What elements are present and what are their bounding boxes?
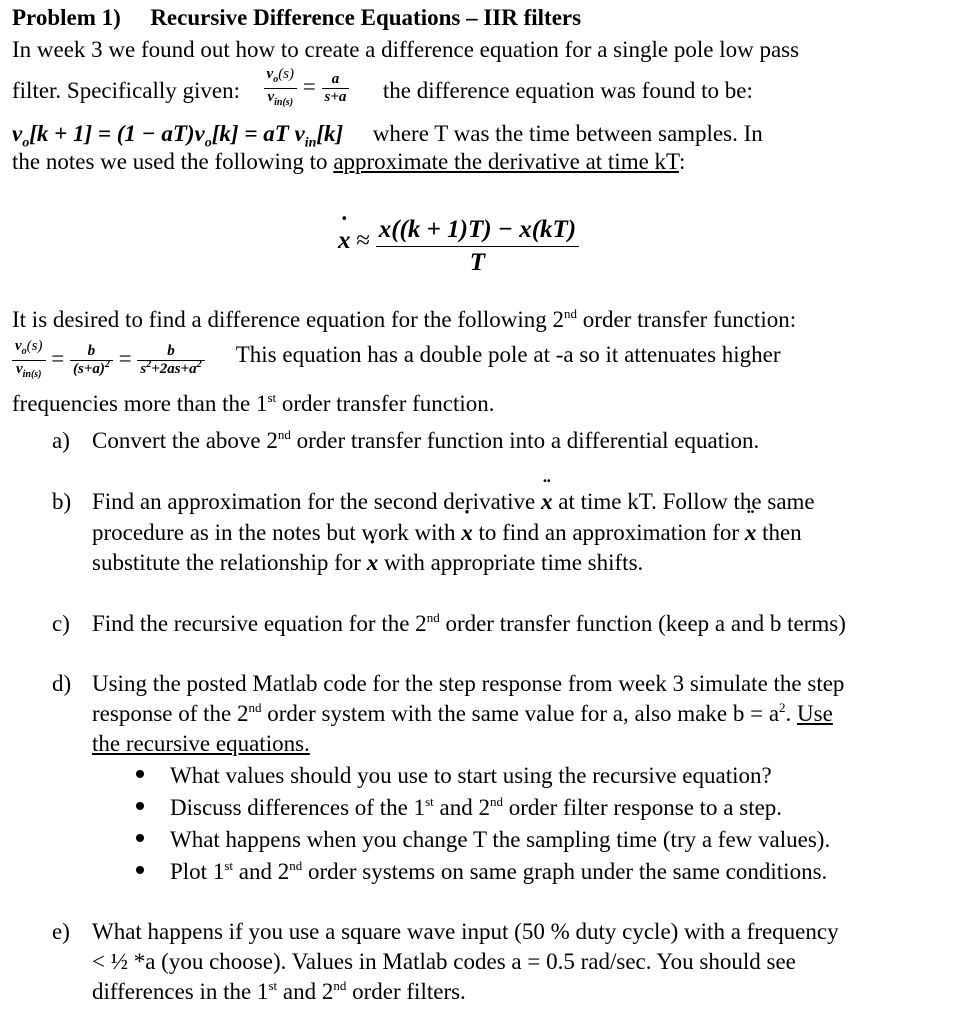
intro-line-1: In week 3 we found out how to create a difference equation for a single pole low pass (12, 37, 800, 62)
part-e-line-1: What happens if you use a square wave input (50 % duty cycle) with a frequency (92, 919, 839, 944)
bullet-dot (136, 866, 144, 874)
derivative-fraction (376, 214, 579, 279)
derivative-numerator: x((k + 1)T) − x(kT) (376, 214, 579, 247)
second-order-tf-line: $\frac{v_o(s)}{v_{in(s)}}$ = $\frac{b}{(s+a)^2}$ = $\frac{b}{s^2+2as+a^2}$ This equation has a double pole at -a so it attenuates higher (12, 338, 781, 386)
part-b-label: b) (52, 489, 72, 514)
part-a-text: Convert the above 2nd order transfer function into a differential equation. (92, 427, 760, 453)
second-order-line-3: frequencies more than the 1st order transfer function. (12, 390, 495, 416)
tf2-mid-fraction: $\frac{b}{(s+a)^2}$ (70, 343, 113, 378)
part-d-line-1: Using the posted Matlab code for the step response from week 3 simulate the step (92, 671, 845, 696)
intro-line-4: the notes we used the following to approximate the derivative at time kT: (12, 149, 686, 174)
part-e-line-2: < ½ *a (you choose). Values in Matlab codes a = 0.5 rad/sec. You should see (92, 949, 796, 974)
bullet-dot (136, 770, 144, 778)
difference-equation: $v_o[k + 1] = (1 - aT)v_o[k]$ = aT $v_{in}[k]$ (12, 121, 344, 151)
part-a (52, 427, 70, 455)
part-b-line-1: Find an approximation for the second derivative ¨ x at time kT. Follow the same (92, 488, 815, 516)
approx-sign: ≈ (356, 226, 370, 254)
intro-line-2-start: filter. Specifically given: (12, 77, 241, 103)
bullet-item-3: What happens when you change T the sampling time (try a few values). (170, 827, 831, 852)
second-order-line-1: It is desired to find a difference equation for the following 2nd order transfer function: (12, 306, 797, 332)
x-double-dot-symbol: ¨ x (541, 488, 553, 516)
part-e-label: e) (52, 919, 70, 944)
derivative-approx-underlined: approximate the derivative at time kT (333, 149, 679, 174)
derivative-approximation (338, 214, 579, 284)
tf2-lhs-fraction: $\frac{v_o(s)}{v_{in(s)}}$ (12, 338, 46, 383)
derivative-denominator: T (469, 249, 486, 276)
tf1-rhs-fraction: $\frac{a}{s+a}$ (322, 71, 350, 106)
part-e-line-3: differences in the 1st and 2nd order filters. (92, 978, 466, 1004)
part-d-line-2: response of the 2nd order system with the same value for a, also make $b = a^2$. Use (92, 700, 833, 726)
part-c-label: c) (52, 611, 70, 636)
bullet-dot (136, 802, 144, 810)
x-dot-symbol: ˙ x (338, 227, 351, 255)
bullet-item-1: What values should you use to start using the recursive equation? (170, 763, 772, 788)
part-c-text: Find the recursive equation for the 2nd order transfer function (keep a and b terms) (92, 610, 846, 636)
intro-line-3-end: where T was the time between samples. In (372, 121, 763, 146)
part-a-label: a) (52, 428, 70, 453)
bullet-item-2: Discuss differences of the 1st and 2nd order filter response to a step. (170, 794, 783, 820)
part-b-line-2: procedure as in the notes but work with ˙ x to find an approximation for ¨ x then (92, 519, 802, 547)
bullet-dot (136, 834, 144, 842)
problem-label: Problem 1) (12, 5, 121, 30)
bullet-item-4: Plot 1st and 2nd order systems on same graph under the same conditions. (170, 858, 828, 884)
part-d-label: d) (52, 671, 72, 696)
intro-line-2: filter. Specifically given: $\frac{v_o(s)}{v_{in(s)}}$ = $\frac{a}{s+a}$ the difference equation was found to be: (12, 70, 753, 114)
tf1-lhs-fraction: $\frac{v_o(s)}{v_{in(s)}}$ (264, 66, 298, 111)
tf2-rhs-fraction: $\frac{b}{s^2+2as+a^2}$ (137, 343, 204, 378)
part-b-line-3: substitute the relationship for ˙ x with appropriate time shifts. (92, 549, 643, 577)
problem-title: Recursive Difference Equations – IIR filters (150, 5, 582, 30)
part-d-line-3: the recursive equations. (92, 731, 310, 756)
intro-line-2-end: the difference equation was found to be: (382, 77, 753, 103)
problem-heading (12, 4, 581, 32)
second-order-line-2-end: This equation has a double pole at -a so it attenuates higher (235, 341, 781, 367)
